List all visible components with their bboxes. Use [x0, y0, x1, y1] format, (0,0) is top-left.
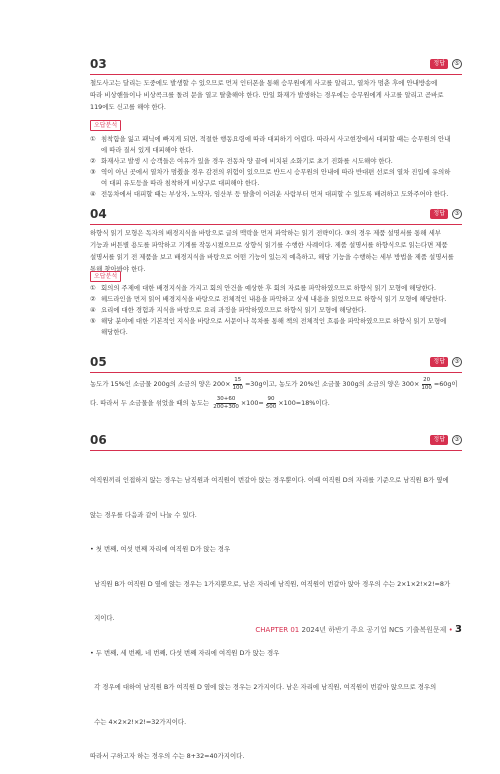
answer-label: 정답: [430, 59, 448, 69]
answer-value: ③: [452, 209, 462, 219]
divider: [90, 372, 462, 373]
explanation-list: [90, 134, 462, 200]
divider: [90, 224, 462, 225]
chapter-label: CHAPTER 01: [255, 626, 300, 634]
answer-box: [430, 435, 462, 445]
text-line: 각 경우에 대하여 남직원 B가 여직원 D 옆에 앉는 경우는 2가지이다. 남은 자리에 남직원, 여직원이 번갈아 앉으므로 경우의: [90, 683, 437, 691]
answer-value: ⑤: [452, 59, 462, 69]
text-line: • 첫 번째, 여섯 번째 자리에 여직원 D가 앉는 경우: [90, 545, 231, 553]
fraction: $\frac{90}{500}$: [265, 395, 277, 410]
question-06-header: [90, 433, 462, 449]
question-number: 04: [90, 207, 107, 221]
text-line: 따라서 구하고자 하는 경우의 수는 8+32=40가지이다.: [90, 752, 245, 760]
wrong-answer-tag: 오답분석: [90, 271, 121, 282]
text-line: 앉는 경우를 다음과 같이 나눌 수 있다.: [90, 510, 197, 519]
text-line: 남직원 B가 여직원 D 옆에 앉는 경우는 1가지뿐으로, 남은 자리에 남직원, 여직원이 번갈아 앉아 경우의 수는 2×1×2!×2!=8가: [90, 579, 451, 588]
answer-label: 정답: [430, 435, 448, 445]
fraction: $\frac{15}{100}$: [232, 376, 243, 391]
list-item: ④ 요리에 대한 경험과 지식을 바탕으로 요리 과정을 파악하였으므로 하향식 읽기 모형에 해당한다.: [90, 306, 367, 314]
question-number: 05: [90, 355, 107, 369]
formula-line: 농도가 15%인 소금물 200g의 소금의 양은 200× $\frac{15}{100}$ =30g이고, 농도가 20%인 소금물 300g의 소금의 양은 300× $\frac{20}{100}$ =60g이: [90, 376, 458, 391]
list-item: ① 침착함을 잃고 패닉에 빠지게 되면, 적절한 행동요령에 따라 대피하기 어렵다. 따라서 사고현장에서 대피할 때는 승무원의 안내 에 따라 질서 있게 대피해야 한다.: [90, 135, 451, 154]
text-line: 지이다.: [90, 614, 115, 622]
question-05-header: [90, 355, 462, 371]
paragraph: [90, 375, 462, 413]
list-item: ② 헤드라인을 먼저 읽어 배경지식을 바탕으로 전체적인 내용을 파악하고 상세 내용을 읽었으므로 하향식 읽기 모형에 해당한다.: [90, 295, 447, 303]
text-line: • 두 번째, 세 번째, 네 번째, 다섯 번째 자리에 여직원 D가 앉는 경우: [90, 648, 280, 657]
list-item: ③ 역이 아닌 곳에서 열차가 멈췄을 경우 감전의 위험이 있으므로 반드시 승무원의 안내에 따라 반대편 선로의 열차 진입에 유의하 여 대피 유도등을 따라 침착하게 비상구로 대피해야 한다.: [90, 168, 451, 187]
list-item: ① 회의의 주제에 대한 배경지식을 가지고 회의 안건을 예상한 후 회의 자료를 파악하였으므로 하향식 읽기 모형에 해당한다.: [90, 284, 436, 292]
question-04-header: [90, 207, 462, 223]
list-item: ④ 전동차에서 대피할 때는 부상자, 노약자, 임산부 등 탈출이 어려운 사람부터 먼저 대피할 수 있도록 배려하고 도와주어야 한다.: [90, 190, 449, 198]
explanation-list: [90, 283, 462, 338]
fraction: $\frac{20}{100}$: [421, 376, 432, 391]
formula-line: 다. 따라서 두 소금물을 섞었을 때의 농도는 $\frac{30+60}{200+300}$ ×100= $\frac{90}{500}$ ×100=18%이다.: [90, 395, 330, 410]
answer-box: [430, 59, 462, 69]
page-footer: [220, 624, 462, 635]
page-number: 3: [455, 624, 462, 635]
answer-box: [430, 209, 462, 219]
text-line: 여직원끼리 인접하지 않는 경우는 남직원과 여직원이 번갈아 앉는 경우뿐이다. 이때 여직원 D의 자리를 기준으로 남직원 B가 옆에: [90, 476, 449, 484]
question-number: 03: [90, 57, 107, 71]
paragraph: [90, 452, 462, 774]
answer-box: [430, 357, 462, 367]
list-item: ⑤ 해당 분야에 대한 기본적인 지식을 바탕으로 서문이나 목차를 통해 책의 전체적인 흐름을 파악하였으므로 하향식 읽기 모형에 해당한다.: [90, 317, 447, 336]
text-line: 수는 4×2×2!×2!=32가지이다.: [90, 717, 187, 726]
answer-value: ③: [452, 357, 462, 367]
chapter-title: 2024년 하반기 주요 공기업 NCS 기출복원문제: [301, 626, 447, 634]
divider: [90, 450, 462, 451]
fraction: $\frac{30+60}{200+300}$: [213, 395, 239, 410]
paragraph: 철도사고는 달리는 도중에도 발생할 수 있으므로 먼저 인터폰을 통해 승무원에게 사고를 알리고, 열차가 멈춘 후에 안내방송에 따라 비상핸들이나 비상콕크를 돌려 문을 열고 탈출해야 한다. 만일 화재가 발생하는 경우에는 승무원에게 사고를 알리고 곧바로 119에도 신고를 해야 한다.: [90, 79, 444, 111]
question-03-header: [90, 57, 462, 73]
list-item: ② 화재사고 발생 시 승객들은 여유가 있을 경우 전동차 양 끝에 비치된 소화기로 초기 진화를 시도해야 한다.: [90, 157, 393, 165]
answer-label: 정답: [430, 209, 448, 219]
bullet: •: [448, 626, 453, 634]
wrong-answer-tag: 오답분석: [90, 120, 121, 131]
answer-label: 정답: [430, 357, 448, 367]
paragraph: 하향식 읽기 모형은 독자의 배경지식을 바탕으로 글의 맥락을 먼저 파악하는 읽기 전략이다. ③의 경우 제품 설명서를 통해 세부 기능과 버튼별 용도를 파악하고 기계를 작동시켰으므로 상향식 읽기를 수행한 사례이다. 제품 설명서를 하향식으로 읽는다면 제품 설명서를 읽기 전 제품을 보고 배경지식을 바탕으로 어떤 기능이 있는지 예측하고, 해당 기능을 수행하는 세부 방법을 제품 설명서를 통해 찾아봐야 한다.: [90, 229, 454, 273]
answer-value: ③: [452, 435, 462, 445]
question-number: 06: [90, 433, 107, 447]
divider: [90, 74, 462, 75]
